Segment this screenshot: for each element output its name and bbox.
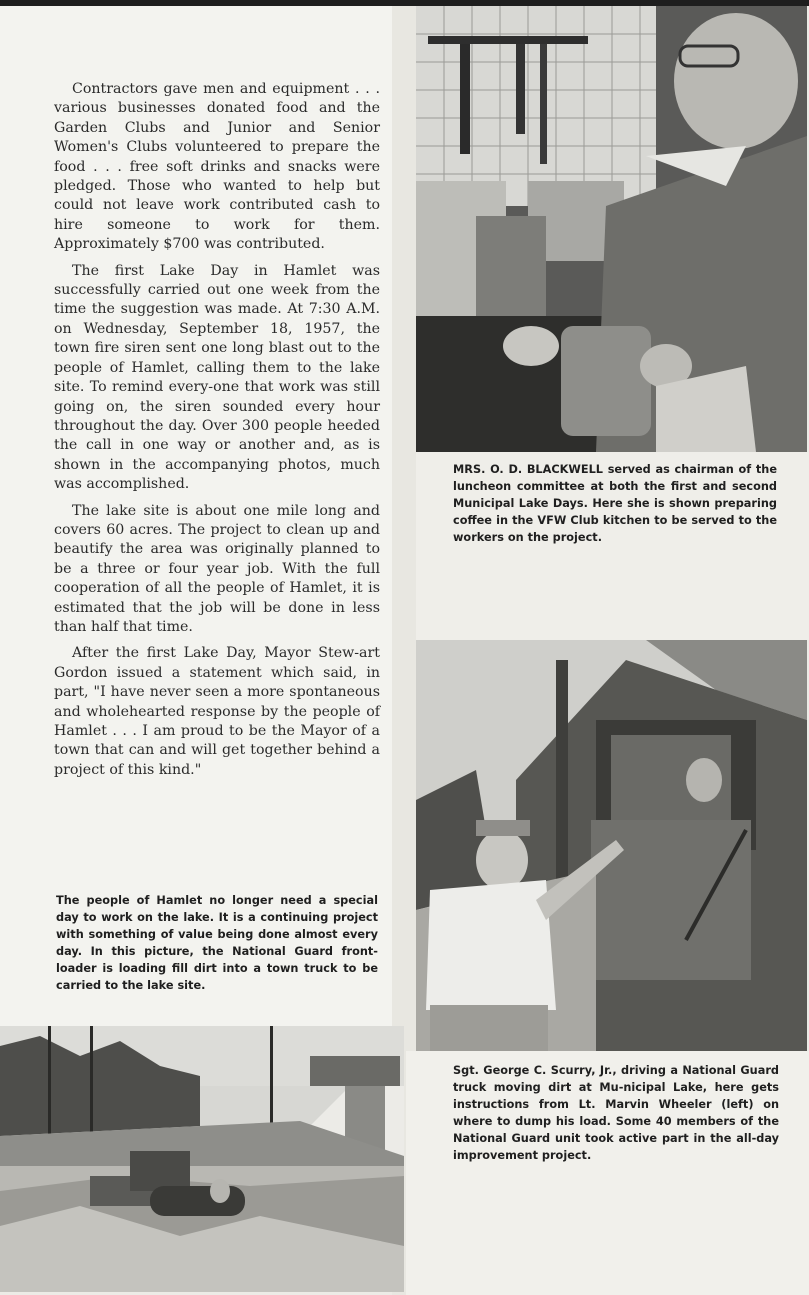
article-paragraph: The first Lake Day in Hamlet was successfully carried out one week from the time the suggestion was made. At 7:30 A.M. on Wednesday, September 18, 1957, the town fire siren sent one long blast out to the people of Hamlet, calling them to the lake site. To remind every-one that work was still going on, the siren sounded every hour throughout the day. Over 300 people heeded the call in one way or another and, as is shown in the accompanying photos, much was accomplished. bbox=[54, 262, 380, 493]
cook-photo-caption: MRS. O. D. BLACKWELL served as chairman of the luncheon committee at both the first and second Municipal Lake Days. Here she is shown preparing coffee in the VFW Club kitchen to be served to the workers on the project. bbox=[453, 463, 777, 544]
truck-photo-caption: Sgt. George C. Scurry, Jr., driving a National Guard truck moving dirt at Mu-nicipal Lake, here gets instructions from Lt. Marvin Wheeler (left) on where to dump his load. Some 40 members of the National Guard unit took active part in the all-day improvement project. bbox=[453, 1064, 779, 1162]
article-paragraph: The lake site is about one mile long and covers 60 acres. The project to clean up and beautify the area was originally planned to be a three or four year job. With the full cooperation of all the people of Hamlet, it is estimated that the job will be done in less than half that time. bbox=[54, 502, 380, 635]
article-body bbox=[54, 80, 380, 787]
loader-photo-caption: The people of Hamlet no longer need a special day to work on the lake. It is a continuing project with something of value being done almost every day. In this picture, the National Guard front-loader is loading fill dirt into a town truck to be carried to the lake site. bbox=[56, 894, 378, 992]
kitchen-coffee-photo bbox=[416, 6, 807, 452]
article-paragraph: Contractors gave men and equipment . . . various businesses donated food and the Garden Clubs and Junior and Senior Women's Clubs volunteered to prepare the food . . . free soft drinks and snacks were pledged. Those who wanted to help but could not leave work contributed cash to hire someone to work for them. Approximately $700 was contributed. bbox=[54, 81, 380, 253]
article-paragraph: After the first Lake Day, Mayor Stew-art Gordon issued a statement which said, in part, "I have never seen a more spontaneous and wholehearted response by the people of Hamlet . . . I am proud to be the Mayor of a town that can and will get together behind a project of this kind." bbox=[54, 645, 380, 778]
front-loader-photo bbox=[0, 1026, 404, 1292]
national-guard-truck-photo bbox=[416, 640, 807, 1051]
